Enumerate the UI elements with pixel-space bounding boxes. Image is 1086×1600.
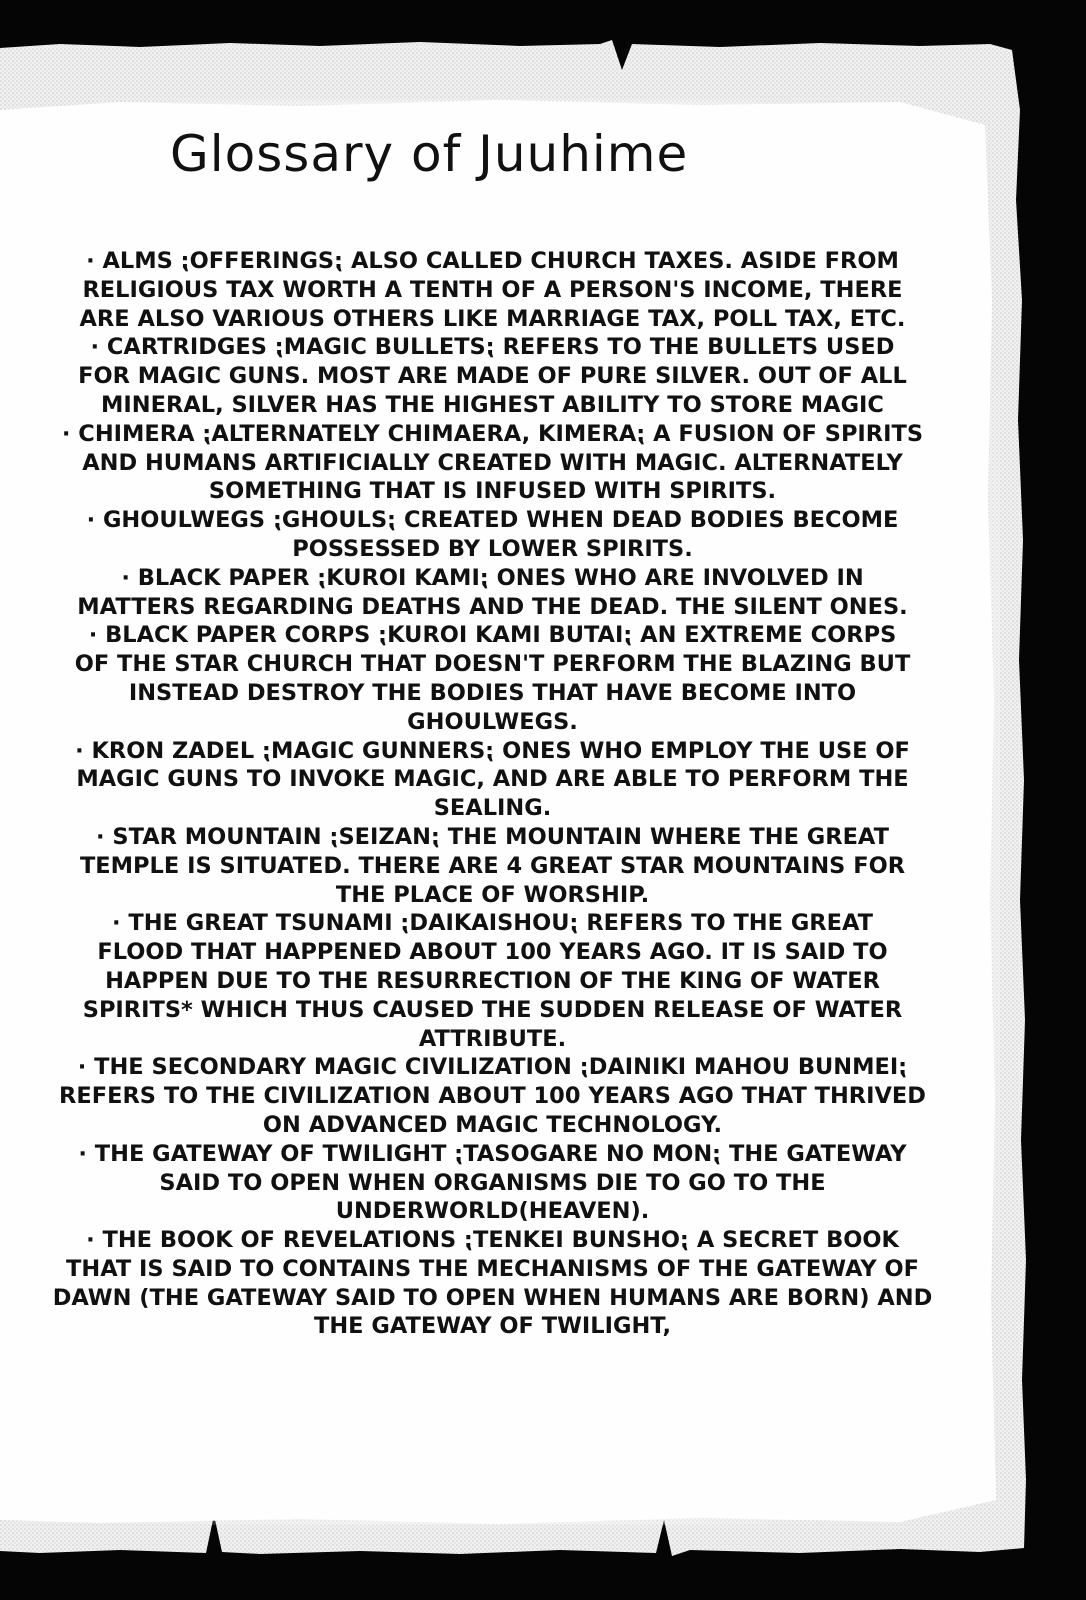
glossary-line: AND HUMANS ARTIFICIALLY CREATED WITH MAGIC. ALTERNATELY (82, 449, 903, 476)
glossary-line: · BLACK PAPER CORPS ⁏KUROI KAMI BUTAI⁏ AN EXTREME CORPS (88, 622, 897, 649)
glossary-line: SPIRITS* WHICH THUS CAUSED THE SUDDEN RELEASE OF WATER (82, 996, 903, 1023)
glossary-line: ATTRIBUTE. (418, 1025, 567, 1052)
glossary-line: SAID TO OPEN WHEN ORGANISMS DIE TO GO TO THE (159, 1169, 826, 1196)
glossary-line: TEMPLE IS SITUATED. THERE ARE 4 GREAT STAR MOUNTAINS FOR (79, 852, 906, 879)
glossary-line: · CARTRIDGES ⁏MAGIC BULLETS⁏ REFERS TO THE BULLETS USED (90, 334, 895, 361)
glossary-line: · THE SECONDARY MAGIC CIVILIZATION ⁏DAINIKI MAHOU BUNMEI⁏ (77, 1054, 908, 1081)
glossary-line: THE GATEWAY OF TWILIGHT, (314, 1313, 671, 1340)
glossary-line: MAGIC GUNS TO INVOKE MAGIC, AND ARE ABLE TO PERFORM THE (76, 766, 909, 793)
glossary-line: HAPPEN DUE TO THE RESURRECTION OF THE KING OF WATER (105, 967, 880, 994)
glossary-line: · THE BOOK OF REVELATIONS ⁏TENKEI BUNSHO⁏ A SECRET BOOK (86, 1227, 899, 1254)
glossary-line: RELIGIOUS TAX WORTH A TENTH OF A PERSON'S INCOME, THERE (82, 276, 903, 303)
glossary-line: REFERS TO THE CIVILIZATION ABOUT 100 YEARS AGO THAT THRIVED (59, 1083, 926, 1110)
glossary-line: · ALMS ⁏OFFERINGS⁏ ALSO CALLED CHURCH TAXES. ASIDE FROM (86, 248, 899, 274)
glossary-line: · STAR MOUNTAIN ⁏SEIZAN⁏ THE MOUNTAIN WHERE THE GREAT (96, 823, 889, 850)
glossary-line: DAWN (THE GATEWAY SAID TO OPEN WHEN HUMANS ARE BORN) AND (52, 1284, 933, 1311)
glossary-text (15, 247, 970, 1341)
glossary-line: OF THE STAR CHURCH THAT DOESN'T PERFORM THE BLAZING BUT (74, 651, 911, 678)
glossary-line: FLOOD THAT HAPPENED ABOUT 100 YEARS AGO. IT IS SAID TO (97, 939, 888, 966)
glossary-line: THE PLACE OF WORSHIP. (335, 881, 650, 908)
glossary-line: SEALING. (433, 795, 552, 822)
glossary-line: · GHOULWEGS ⁏GHOULS⁏ CREATED WHEN DEAD BODIES BECOME (86, 507, 899, 534)
glossary-line: · CHIMERA ⁏ALTERNATELY CHIMAERA, KIMERA⁏ A FUSION OF SPIRITS (61, 420, 924, 447)
glossary-line: · THE GREAT TSUNAMI ⁏DAIKAISHOU⁏ REFERS TO THE GREAT (111, 910, 874, 937)
page-title: Glossary of Juuhime (170, 125, 689, 183)
glossary-line: SOMETHING THAT IS INFUSED WITH SPIRITS. (208, 478, 777, 505)
glossary-line: ON ADVANCED MAGIC TECHNOLOGY. (262, 1111, 723, 1138)
glossary-line: POSSESSED BY LOWER SPIRITS. (292, 535, 693, 562)
glossary-line: INSTEAD DESTROY THE BODIES THAT HAVE BECOME INTO (128, 679, 857, 706)
glossary-line: · KRON ZADEL ⁏MAGIC GUNNERS⁏ ONES WHO EMPLOY THE USE OF (75, 737, 910, 764)
glossary-line: · BLACK PAPER ⁏KUROI KAMI⁏ ONES WHO ARE INVOLVED IN (121, 564, 864, 591)
glossary-line: UNDERWORLD(HEAVEN). (335, 1198, 650, 1225)
glossary-line: FOR MAGIC GUNS. MOST ARE MADE OF PURE SILVER. OUT OF ALL (78, 363, 907, 390)
glossary-line: MATTERS REGARDING DEATHS AND THE DEAD. THE SILENT ONES. (77, 593, 908, 620)
glossary-line: MINERAL, SILVER HAS THE HIGHEST ABILITY TO STORE MAGIC (101, 391, 884, 418)
glossary-line: ARE ALSO VARIOUS OTHERS LIKE MARRIAGE TAX, POLL TAX, ETC. (79, 305, 906, 332)
glossary-line: · THE GATEWAY OF TWILIGHT ⁏TASOGARE NO MON⁏ THE GATEWAY (78, 1140, 907, 1167)
glossary-line: GHOULWEGS. (407, 708, 578, 735)
glossary-line: THAT IS SAID TO CONTAINS THE MECHANISMS OF THE GATEWAY OF (66, 1255, 919, 1282)
